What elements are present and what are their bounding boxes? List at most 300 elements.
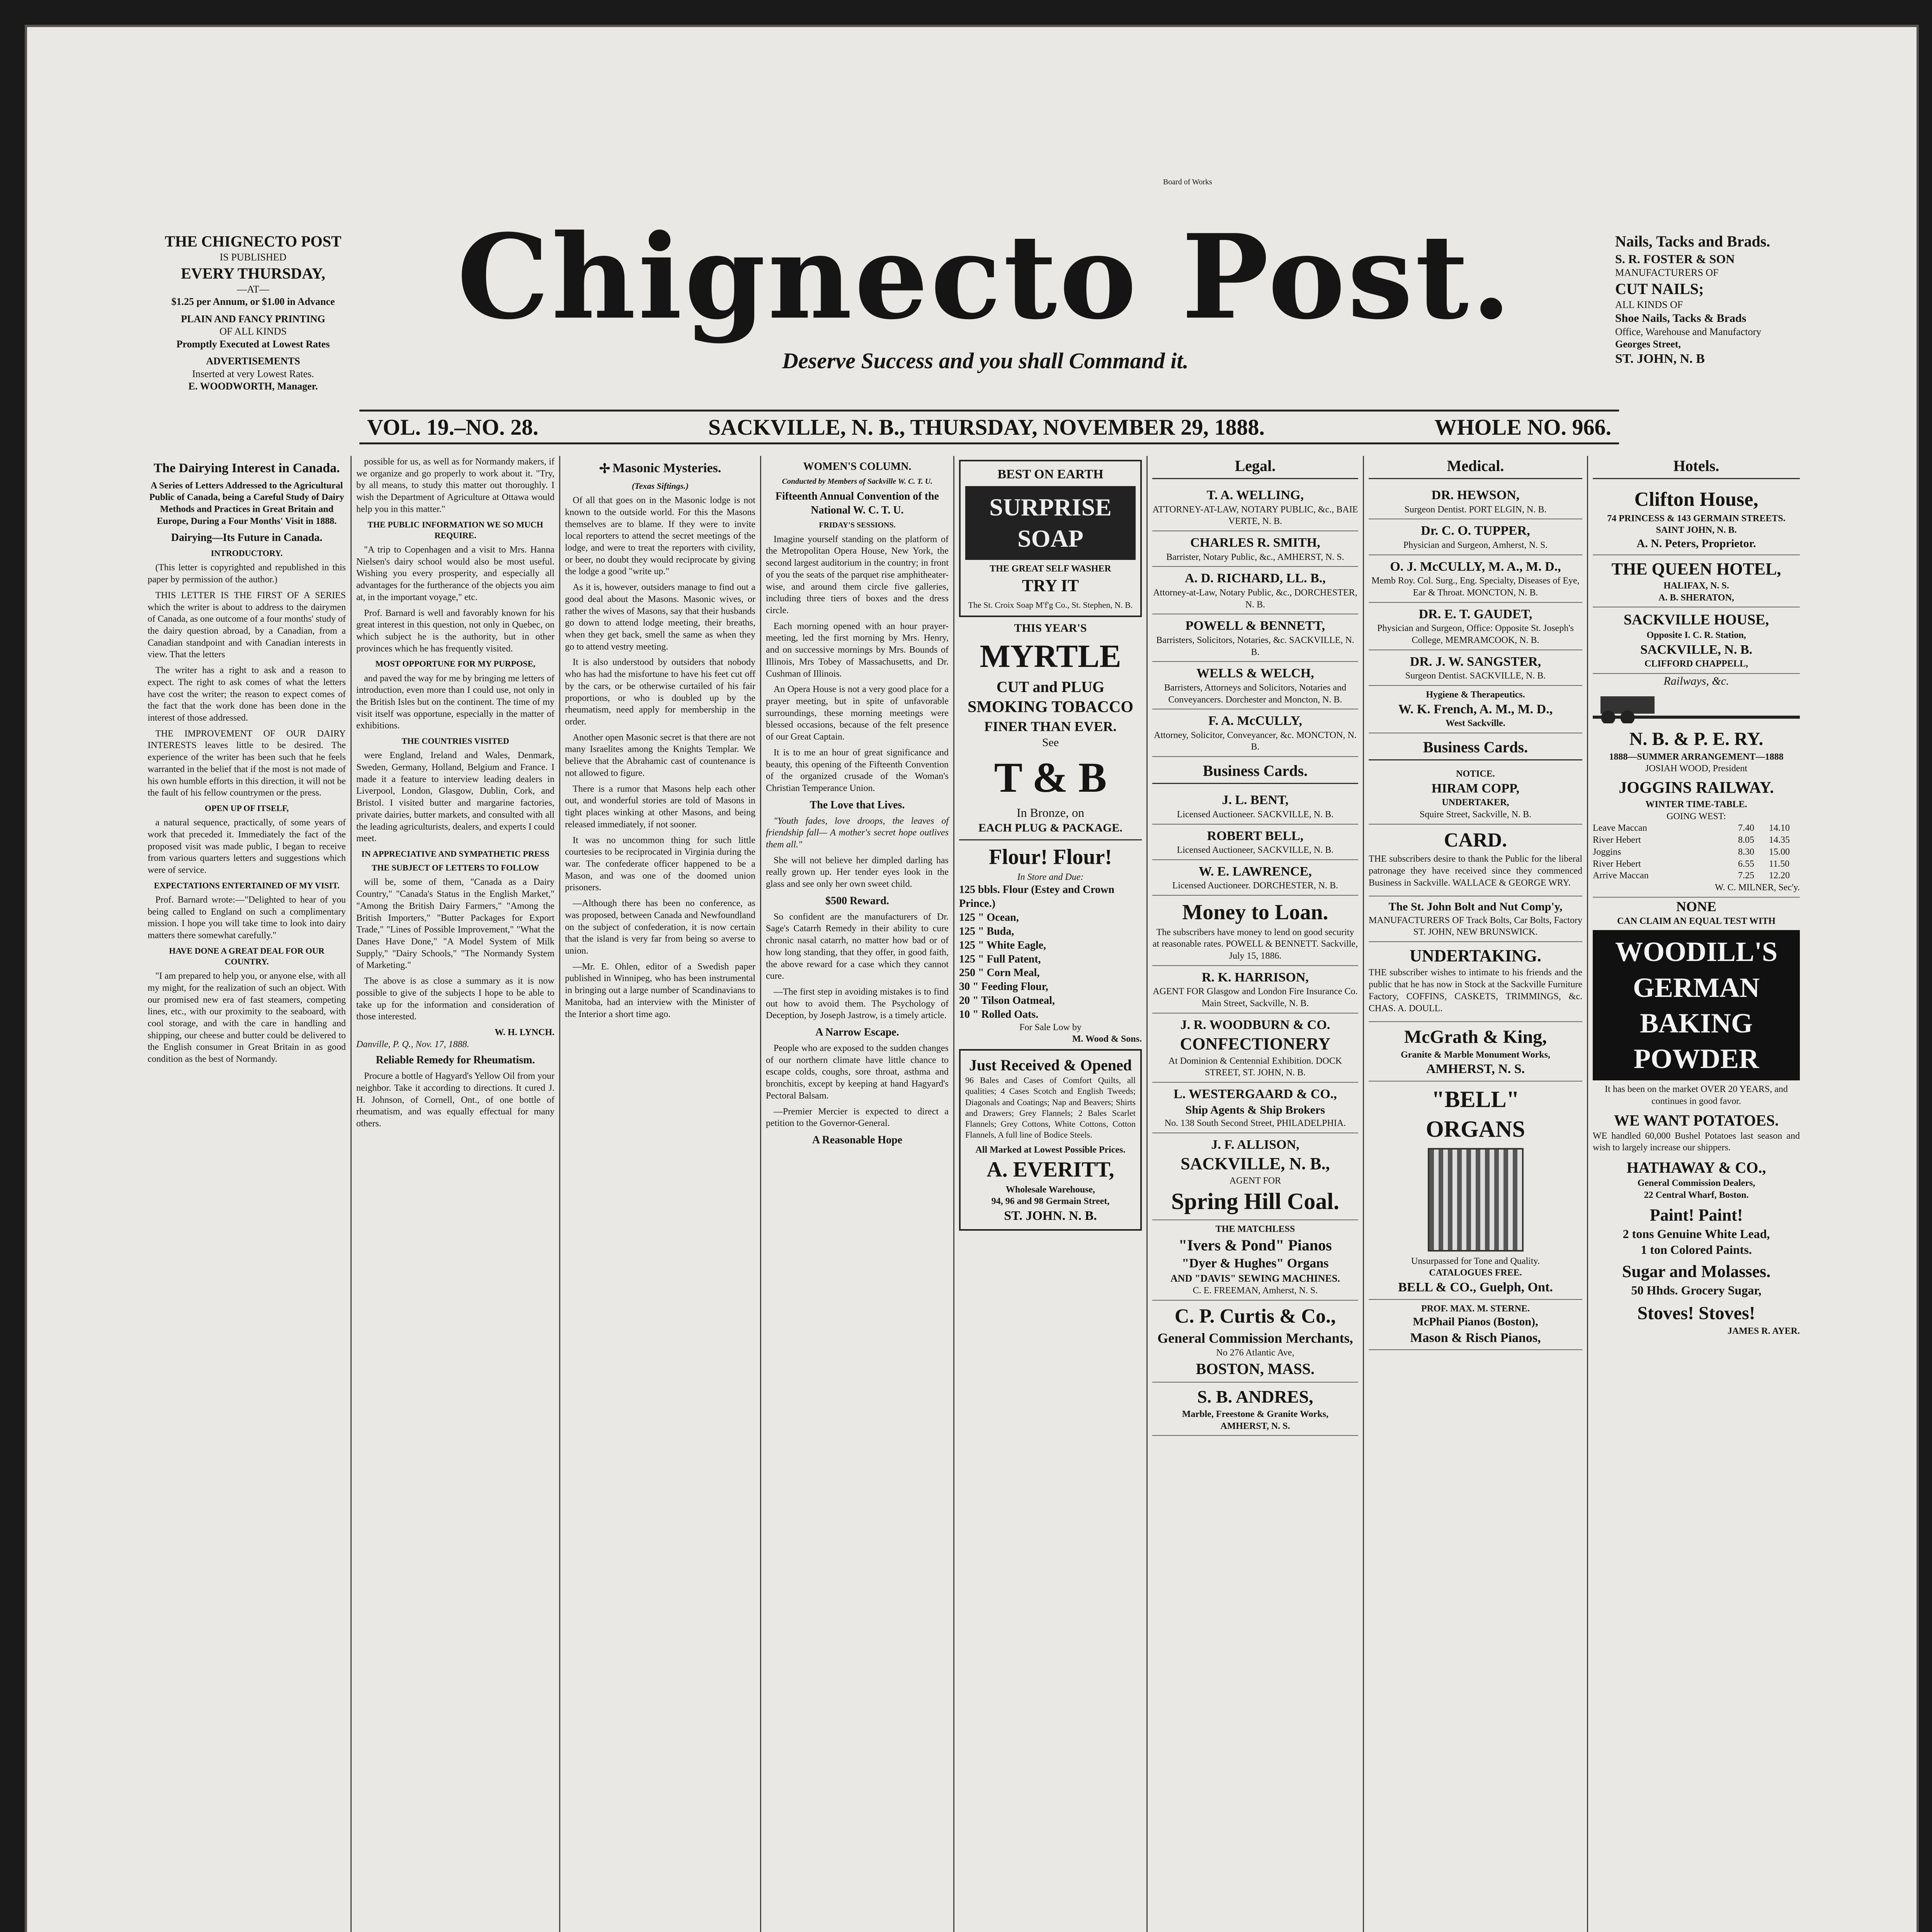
flour-wood: M. Wood & Sons. — [1072, 1034, 1142, 1044]
business-card — [1152, 825, 1358, 860]
flour-item: 20 " Tilson Oatmeal, — [959, 994, 1055, 1007]
soap-best: BEST ON EARTH — [997, 467, 1104, 481]
business-head: Business Cards. — [1152, 761, 1358, 784]
timetable-stop: Leave Maccan — [1593, 823, 1647, 833]
money-head: Money to Loan. — [1182, 900, 1328, 925]
timetable-row — [1593, 870, 1800, 882]
davis-machines: AND "DAVIS" SEWING MACHINES. — [1170, 1272, 1340, 1284]
column-medical — [1364, 456, 1588, 1932]
hathaway-gcd: General Commission Dealers, — [1637, 1178, 1755, 1189]
dairy2-sub1: THE PUBLIC INFORMATION WE SO MUCH REQUIRE. — [367, 519, 543, 540]
dateline-bar — [359, 410, 1619, 444]
bell-organ-ad — [1369, 1082, 1582, 1300]
page-content — [143, 162, 1804, 1932]
love-poem: "Youth fades, love droops, the leaves of friendship fall— A mother's secret hope outlives them all." — [766, 816, 949, 850]
french-place: West Sackville. — [1446, 718, 1505, 729]
organs: ORGANS — [1426, 1116, 1525, 1142]
medical-card — [1369, 484, 1582, 519]
myrtle-finer: FINER THAN EVER. — [984, 719, 1117, 735]
newspaper-title: Chignecto Post. — [457, 209, 1514, 345]
sackhouse-opp: Opposite I. C. R. Station, — [1646, 630, 1746, 640]
bell-unsurpassed: Unsurpassed for Tone and Quality. — [1411, 1256, 1540, 1266]
eagle-ornament-icon: ✢ — [599, 462, 611, 476]
stoves-head: Stoves! Stoves! — [1637, 1303, 1755, 1324]
timetable-time: 8.30 — [1738, 847, 1754, 857]
joggins-name: JOGGINS RAILWAY. — [1619, 779, 1774, 797]
ear-nails-head: Nails, Tacks and Brads. — [1615, 233, 1770, 250]
received-head: Just Received & Opened — [969, 1056, 1132, 1074]
everitt-address: 94, 96 and 98 Germain Street, — [991, 1196, 1110, 1207]
sackhouse-city: SACKVILLE, N. B. — [1640, 642, 1752, 657]
freeman: C. E. FREEMAN, Amherst, N. S. — [1192, 1285, 1318, 1296]
andres-card — [1152, 1383, 1358, 1436]
escape-head: A Narrow Escape. — [815, 1026, 899, 1039]
undertaking-text: THE subscriber wishes to intimate to his friends and the public that he has now in Stock at the Sackville Furniture Factory, COFFINS, CASKETS, TRIMMINGS, &c. CHAS. A. DOULL. — [1369, 968, 1582, 1014]
medical-card — [1369, 555, 1582, 603]
confectionery: CONFECTIONERY — [1180, 1034, 1331, 1054]
money-text: The subscribers have money to lend on good security at reasonable rates. POWELL & BENNETT. Sackville, July 15, 1886. — [1152, 927, 1358, 961]
stoves-ayer: JAMES R. AYER. — [1727, 1326, 1800, 1336]
sackhouse-name: SACKVILLE HOUSE, — [1624, 612, 1769, 628]
masonic-source: (Texas Siftings.) — [631, 481, 689, 491]
myrtle-tb: T & B — [994, 753, 1107, 801]
curtis-gcm: General Commission Merchants, — [1157, 1330, 1353, 1346]
dairy2-p2: "A trip to Copenhagen and a visit to Mrs. Hanna Nielsen's dairy school would also be most useful. Wishing you every prosperity, and especially all advantages for the furtherance of the objects you aim at, in the important voyage," etc. — [356, 544, 554, 602]
curtis-card — [1152, 1301, 1358, 1383]
timetable-stop: River Hebert — [1593, 835, 1641, 845]
timetable-row — [1593, 846, 1800, 858]
columns — [143, 456, 1804, 1932]
medical-card-name: DR. HEWSON, — [1431, 488, 1520, 503]
womens-head: WOMEN'S COLUMN. — [803, 461, 912, 473]
myrtle-top: THIS YEAR'S — [1014, 621, 1087, 634]
rheumatism-text: Procure a bottle of Hagyard's Yellow Oil from your neighbor. Take it according to directions. It cured J. H. Johnson, of Cornell, Ont., of one bottle of rheumatism, and was equally effectual for many others. — [356, 1071, 554, 1129]
reward-head: $500 Reward. — [825, 895, 889, 907]
womens-session: FRIDAY'S SESSIONS. — [819, 521, 896, 530]
womens-conducted: Conducted by Members of Sackville W. C. T. U. — [782, 477, 933, 486]
ear-ads: ADVERTISEMENTS — [206, 355, 300, 367]
allison-card — [1152, 1133, 1358, 1220]
business-card-text: Licensed Auctioneer, SACKVILLE, N. B. — [1177, 845, 1334, 855]
queen-name: THE QUEEN HOTEL, — [1611, 559, 1781, 578]
timetable-time: 14.35 — [1769, 835, 1790, 845]
harrison-name: R. K. HARRISON, — [1202, 970, 1309, 985]
dairy-p1: (This letter is copyrighted and republished in this paper by permission of the author.) — [148, 563, 346, 585]
allison-agent: AGENT FOR — [1229, 1175, 1281, 1186]
dairy-sub3: EXPECTATIONS ENTERTAINED OF MY VISIT. — [154, 880, 340, 890]
french-name: W. K. French, A. M., M. D., — [1398, 702, 1553, 716]
womens-sub: Fifteenth Annual Convention of the National W. C. T. U. — [775, 490, 939, 517]
clifton-name: Clifton House, — [1634, 488, 1759, 511]
timetable-time: 15.00 — [1769, 847, 1790, 857]
medical-card-name: Dr. C. O. TUPPER, — [1421, 524, 1530, 538]
springhill-coal: Spring Hill Coal. — [1171, 1189, 1340, 1214]
flour-item: 125 bbls. Flour (Estey and Crown Prince.) — [959, 884, 1114, 910]
dairy-p6: Prof. Barnard wrote:—"Delighted to hear of you being called to England on such a complimentary mission. I hope you will take time to look into dairy matters there somewhat carefully." — [148, 895, 346, 941]
paint-colored: 1 ton Colored Paints. — [1641, 1243, 1752, 1257]
flour-list — [959, 883, 1142, 1021]
masonic-p1: Of all that goes on in the Masonic lodge is not known to the outside world. For this the Masons themselves are to blame. If they were to invite local reporters to attend the secret meetings of the lodge, and were to treat the reporters with civility, or beer, no doubt they would reciprocate by giving the lodge a good "write up." — [565, 495, 755, 577]
dairy2-p5: were England, Ireland and Wales, Denmark, Sweden, Germany, Holland, Belgium and France. I made it a feature to interview leading dealers in Liverpool, London, Glasgow, Dublin, Cork, and Bristol. I visited butter and margarine factories, private dairies, butter markets, and consulted with all the leading agriculturists, dealers, and experts I could meet. — [356, 750, 554, 844]
medical-card — [1369, 603, 1582, 650]
medical-card — [1369, 650, 1582, 686]
flour-ad — [959, 839, 1142, 1045]
legal-card-text: Attorney-at-Law, Notary Public, &c., DORCHESTER, N. B. — [1153, 587, 1357, 610]
medical-card-text: Surgeon Dentist. SACKVILLE, N. B. — [1405, 671, 1546, 681]
womens-p8: People who are exposed to the sudden changes of our northern climate have little chance to escape colds, coughs, sore throat, asthma and bronchitis, except by keeping at hand Hagyard's Pectoral Balsam. — [766, 1043, 949, 1101]
business-card — [1152, 789, 1358, 824]
french-card — [1369, 686, 1582, 733]
newspaper-motto: Deserve Success and you shall Command it. — [782, 348, 1189, 373]
flour-item: 125 " White Eagle, — [959, 939, 1046, 951]
flour-item: 250 " Corn Meal, — [959, 967, 1040, 979]
masonic-p4: Another open Masonic secret is that there are not many Israelites among the Knights Templar. We believe that the Abrahamic cast of countenance is not allowed to figure. — [565, 732, 755, 778]
column-legal — [1148, 456, 1364, 1932]
dairy-p7: "I am prepared to help you, or anyone else, with all my might, for the realization of such an object. With our promised new era of fast steamers, competing lines, etc., with our proximity to the seaboard, with cool storage, and with the care in handling and shipping, our cheese and butter could be delivered to the English consumer in Great Britain in as good condition as the best of Normandy. — [148, 971, 346, 1065]
locomotive-icon — [1593, 692, 1800, 723]
confect-text: At Dominion & Centennial Exhibition. DOCK STREET, ST. JOHN, N. B. — [1168, 1056, 1342, 1078]
myrtle-bronze: In Bronze, on — [1016, 805, 1085, 820]
westergaard-name: L. WESTERGAARD & CO., — [1173, 1087, 1337, 1102]
column-dairy — [143, 456, 352, 1932]
joggins-winter: WINTER TIME-TABLE. — [1645, 799, 1747, 810]
woodill-german: GERMAN — [1633, 972, 1760, 1003]
medical-card-text: Memb Roy. Col. Surg., Eng. Specialty, Diseases of Eye, Ear & Throat. MONCTON, N. B. — [1371, 576, 1580, 598]
timetable-stop: Arrive Maccan — [1593, 871, 1649, 881]
ivers-pond: "Ivers & Pond" Pianos — [1179, 1236, 1332, 1254]
flour-item: 125 " Buda, — [959, 925, 1014, 937]
flour-instore: In Store and Due: — [1017, 872, 1084, 882]
mcgrath-card — [1369, 1022, 1582, 1082]
dairy-headline: The Dairying Interest in Canada. — [153, 461, 340, 475]
allison-sackville: SACKVILLE, N. B., — [1180, 1154, 1330, 1173]
legal-card — [1152, 484, 1358, 531]
sterne-name: PROF. MAX. M. STERNE. — [1421, 1303, 1530, 1314]
pianos-card — [1152, 1220, 1358, 1300]
dairy2-p7: The above is as close a summary as it is now possible to give of the subjects I hope to be able to take up for the information and consideration of those interested. — [356, 976, 554, 1022]
notice: NOTICE. — [1456, 769, 1495, 779]
business-card-name: W. E. LAWRENCE, — [1199, 864, 1312, 879]
legal-card-text: Barristers, Attorneys and Solicitors, Notaries and Conveyancers. Dorchester and Moncton, N. B. — [1164, 682, 1347, 705]
hathaway-address: 22 Central Wharf, Boston. — [1644, 1190, 1749, 1201]
flour-item: 125 " Full Patent, — [959, 953, 1041, 965]
ship-agents: Ship Agents & Ship Brokers — [1185, 1103, 1325, 1116]
hygiene: Hygiene & Therapeutics. — [1426, 689, 1525, 700]
andres-name: S. B. ANDRES, — [1197, 1387, 1313, 1407]
legal-card-text: Attorney, Solicitor, Conveyancer, &c. MONCTON, N. B. — [1154, 730, 1357, 752]
timetable-stop: Joggins — [1593, 847, 1621, 857]
andres-amherst: AMHERST, N. S. — [1220, 1421, 1290, 1431]
copp-card — [1369, 765, 1582, 825]
ear-inserted: Inserted at very Lowest Rates. — [192, 368, 314, 379]
legal-card-text: Barrister, Notary Public, &c., AMHERST, N. S. — [1166, 552, 1344, 562]
medical-card-text: Physician and Surgeon, Office: Opposite St. Joseph's College, MEMRAMCOOK, N. B. — [1377, 623, 1574, 645]
timetable-row — [1593, 822, 1800, 834]
ear-paper-name: THE CHIGNECTO POST — [165, 233, 342, 250]
right-ear-box — [1615, 232, 1804, 367]
masonic-p3: It is also understood by outsiders that nobody who has had the misfortune to have his feet cut off by the cars, or be otherwise curtailed of his fair proportions, or who is doubled up by the rheumatism, need apply for membership in the order. — [565, 657, 755, 727]
woodill-market: It has been on the market OVER 20 YEARS, and continues in good favor. — [1605, 1084, 1788, 1106]
ear-published: IS PUBLISHED — [219, 252, 287, 263]
business-card-text: Licensed Auctioneer. SACKVILLE, N. B. — [1177, 809, 1334, 820]
soap-name: SURPRISE SOAP — [965, 486, 1136, 560]
undertaking-head: UNDERTAKING. — [1409, 946, 1542, 966]
allison-name: J. F. ALLISON, — [1211, 1137, 1299, 1152]
nbpe-summer: 1888—SUMMER ARRANGEMENT—1888 — [1609, 752, 1784, 762]
copp-undertaker: UNDERTAKER, — [1442, 798, 1509, 808]
legal-card-name: A. D. RICHARD, LL. B., — [1185, 571, 1326, 586]
timetable-time: 14.10 — [1769, 823, 1790, 833]
medical-card-text: Surgeon Dentist. PORT ELGIN, N. B. — [1404, 504, 1547, 515]
ear-price: $1.25 per Annum, or $1.00 in Advance — [171, 296, 335, 307]
corner-note: Board of Works — [1163, 178, 1212, 186]
womens-p6: So confident are the manufacturers of Dr. Sage's Catarrh Remedy in their ability to cure chronic nasal catarrh, no matter how bad or of how long standing, that they offer, in good faith, the above reward for a case which they cannot cure. — [766, 912, 949, 981]
nbpe-name: N. B. & P. E. RY. — [1629, 729, 1764, 750]
mcphail: McPhail Pianos (Boston), — [1413, 1315, 1538, 1328]
andres-marble: Marble, Freestone & Granite Works, — [1182, 1409, 1329, 1419]
medical-card-name: O. J. McCULLY, M. A., M. D., — [1390, 559, 1561, 574]
ear-city: ST. JOHN, N. B — [1615, 351, 1705, 366]
timetable-stop: River Hebert — [1593, 859, 1641, 869]
flour-item: 125 " Ocean, — [959, 912, 1019, 924]
column-ads-1 — [954, 456, 1148, 1932]
volume-number: VOL. 19.–NO. 28. — [367, 414, 539, 440]
hotels-head: Hotels. — [1593, 456, 1800, 479]
column-hotels — [1588, 456, 1804, 1932]
joggins-going: GOING WEST: — [1667, 811, 1726, 821]
dairy-signature: W. H. LYNCH. — [495, 1027, 554, 1037]
bell-catalogue: CATALOGUES FREE. — [1429, 1268, 1522, 1278]
timetable-time: 6.55 — [1738, 859, 1754, 869]
dairy-p5: a natural sequence, practically, of some years of work that preceded it. Immediately the fact of the proposed visit was made public, I began to receive from various quarters letters and suggestions which were of service. — [148, 818, 346, 876]
queen-city: HALIFAX, N. S. — [1663, 580, 1729, 591]
womens-p1: Imagine yourself standing on the platform of the Metropolitan Opera House, New York, the second largest auditorium in the country; in front of you the seats of the parquet rise amphitheater-wise, and around them circle five galleries, including three tiers of boxes and the dress circle. — [766, 534, 949, 616]
ear-day: EVERY THURSDAY, — [181, 264, 325, 282]
column-masonic — [560, 456, 761, 1932]
dairy-p4: THE IMPROVEMENT OF OUR DAIRY INTERESTS leaves little to be desired. The experience of the writer has been such that he feels warranted in the belief that if the most is not made of his own humble efforts in this direction, it will not be the fault of his fellow countrymen or the press. — [148, 728, 346, 798]
newspaper-page — [27, 27, 1917, 1932]
medical-card-name: DR. J. W. SANGSTER, — [1410, 654, 1541, 669]
ship-text: No. 138 South Second Street, PHILADELPHIA. — [1164, 1118, 1346, 1129]
clifton-card — [1593, 484, 1800, 555]
clifton-proprietor: A. N. Peters, Proprietor. — [1636, 537, 1756, 550]
everitt-warehouse: Wholesale Warehouse, — [1005, 1184, 1095, 1195]
joggins-timetable — [1593, 822, 1800, 882]
medical-cards — [1369, 484, 1582, 686]
medical-head: Medical. — [1369, 456, 1582, 479]
left-ear-box — [158, 232, 348, 393]
mason-risch: Mason & Risch Pianos, — [1410, 1330, 1541, 1345]
woodill-name: WOODILL'S — [1615, 936, 1778, 968]
everitt-city: ST. JOHN. N. B. — [1004, 1209, 1097, 1223]
dairy2-p4: and paved the way for me by bringing me letters of introduction, even more than I could use, not only in the British Isles but on the continent. The time of my visit itself was opportune, especially in the matter of exhibitions. — [356, 673, 554, 731]
ear-kinds: OF ALL KINDS — [219, 326, 287, 337]
mcgrath-name: McGrath & King, — [1404, 1027, 1547, 1048]
myrtle-each: EACH PLUG & PACKAGE. — [978, 821, 1122, 834]
potatoes-head: WE WANT POTATOES. — [1614, 1111, 1779, 1129]
timetable-row — [1593, 834, 1800, 846]
womens-p9: —Premier Mercier is expected to direct a petition to the Governor-General. — [766, 1106, 949, 1129]
legal-card-name: F. A. McCULLY, — [1208, 714, 1302, 728]
harrison-card — [1152, 966, 1358, 1014]
whole-number: WHOLE NO. 966. — [1434, 414, 1611, 440]
masonic-p8: —Mr. E. Ohlen, editor of a Swedish paper published in Winnipeg, who has been instrumental in bringing out a large number of Scandinavians to Manitoba, had an interview with the Minister of the Interior a short time ago. — [565, 961, 755, 1019]
medical-card — [1369, 519, 1582, 555]
medical-card-text: Physician and Surgeon, Amherst, N. S. — [1403, 540, 1548, 550]
dairy-subhead: Dairying—Its Future in Canada. — [171, 532, 323, 544]
myrtle-see: See — [1042, 736, 1059, 749]
harrison-text: AGENT FOR Glasgow and London Fire Insurance Co. Main Street, Sackville, N. B. — [1153, 986, 1358, 1009]
dairy2-sub5: THE SUBJECT OF LETTERS TO FOLLOW — [371, 863, 539, 873]
business-card-name: ROBERT BELL, — [1207, 828, 1304, 843]
ear-street: Georges Street, — [1615, 338, 1681, 350]
nbpe-president: JOSIAH WOOD, President — [1645, 764, 1748, 774]
myrtle-name: MYRTLE — [980, 638, 1121, 674]
myrtle-cut: CUT and PLUG — [996, 678, 1105, 696]
dairy-sub2: OPEN UP OF ITSELF, — [204, 803, 289, 813]
column-dairy-cont — [352, 456, 560, 1932]
ear-printing: PLAIN AND FANCY PRINTING — [181, 313, 325, 325]
womens-p7: —The first step in avoiding mistakes is to find out how to avoid them. The Psychology of Deception, by Joseph Jastrow, is a timely article. — [766, 987, 949, 1021]
paint-head: Paint! Paint! — [1650, 1205, 1743, 1225]
mcgrath-granite: Granite & Marble Monument Works, — [1401, 1049, 1550, 1060]
dairy2-p1: possible for us, as well as for Normandy makers, if we organize and go properly to work about it. "Try, by all means, to study this matter out thoroughly. I wish the Department of Agriculture at Ottawa would help you in this matter." — [356, 457, 554, 514]
sackhouse-owner: CLIFFORD CHAPPELL, — [1644, 659, 1748, 669]
curtis-boston: BOSTON, MASS. — [1196, 1360, 1315, 1378]
woodill-none: NONE — [1676, 898, 1716, 914]
column-womens — [761, 456, 954, 1932]
masonic-headline: ✢ Masonic Mysteries. — [565, 460, 755, 478]
legal-card-name: POWELL & BENNETT, — [1185, 619, 1325, 633]
myrtle-smoking: SMOKING TOBACCO — [967, 698, 1134, 716]
ear-office: Office, Warehouse and Manufactory — [1615, 326, 1762, 337]
copp-name: HIRAM COPP, — [1431, 781, 1520, 796]
joggins-secretary: W. C. MILNER, Sec'y. — [1715, 882, 1800, 893]
timetable-row — [1593, 858, 1800, 870]
legal-card-name: CHARLES R. SMITH, — [1190, 536, 1320, 550]
womens-p3: An Opera House is not a very good place for a prayer meeting, but in spite of unfavorable surroundings, these morning meetings were blessed occasions, because of the felt presence of our Great Captain. — [766, 684, 949, 742]
business-head-2: Business Cards. — [1369, 737, 1582, 760]
received-text: 96 Bales and Cases of Comfort Quilts, all qualities; 4 Cases Scotch and English Tweeds; Diagonals and Coatings; Nap and Beavers; Shirts and Drawers; Grey Flannels; 2 Bales Scarlet Flannels; Grey Cottons, White Cottons, Cotton Flannels, A full line of Bodice Steels. — [965, 1075, 1136, 1140]
legal-card — [1152, 614, 1358, 662]
legal-card — [1152, 567, 1358, 614]
business-card-name: J. L. BENT, — [1222, 793, 1289, 808]
woodburn-card — [1152, 1014, 1358, 1083]
legal-card — [1152, 531, 1358, 567]
medical-card-name: DR. E. T. GAUDET, — [1418, 607, 1532, 621]
curtis-address: No 276 Atlantic Ave, — [1216, 1348, 1294, 1358]
queen-owner: A. B. SHERATON, — [1658, 592, 1734, 603]
organ-illustration-icon — [1428, 1148, 1524, 1252]
dairy2-p6: will be, some of them, "Canada as a Dairy Country," "Canada's Status in the English Market," "Among the British Dairy Farmers," "Among the British Importers," "Butter Packages for Export Trade," "Lines of Possible Improvement," "What the Danes Have Done," "A Model System of Milk Supply," "Dairy Schools," "The Normandy System of Marketing." — [356, 877, 554, 971]
legal-head: Legal. — [1152, 456, 1358, 479]
soap-try: TRY IT — [1022, 576, 1079, 595]
sugar-head: Sugar and Molasses. — [1622, 1262, 1771, 1281]
woodill-baking: BAKING — [1639, 1007, 1753, 1039]
flour-item: 30 " Feeding Flour, — [959, 981, 1048, 993]
joggins-card — [1593, 775, 1800, 898]
money-card — [1152, 896, 1358, 966]
bolt-card — [1369, 896, 1582, 942]
dairy-intro: INTRODUCTORY. — [211, 548, 283, 558]
ear-all: ALL KINDS OF — [1615, 299, 1683, 310]
bell-company: BELL & CO., Guelph, Ont. — [1398, 1280, 1553, 1295]
everitt-name: A. EVERITT, — [986, 1157, 1114, 1182]
received-lowest: All Marked at Lowest Possible Prices. — [975, 1145, 1126, 1155]
dairy-p2: THIS LETTER IS THE FIRST OF A SERIES which the writer is about to address to the dairymen of Canada, as one outcome of a four months' study of the dairy question abroad, by a Canadian, from a Canadian standpoint and with Canadian interests in view. That the letters — [148, 590, 346, 660]
matchless: THE MATCHLESS — [1215, 1224, 1295, 1235]
business-cards — [1152, 789, 1358, 896]
surprise-soap-ad — [959, 460, 1142, 617]
hope-head: A Reasonable Hope — [812, 1134, 903, 1146]
mcgrath-amherst: AMHERST, N. S. — [1426, 1062, 1525, 1077]
woodburn-name: J. R. WOODBURN & CO. — [1180, 1017, 1330, 1032]
masonic-p7: —Although there has been no conference, as was proposed, between Canada and Newfoundland on the subject of confederation, it is now certain that the island is very far from being so averse to union. — [565, 898, 755, 956]
legal-card — [1152, 662, 1358, 709]
dairy2-sub4: IN APPRECIATIVE AND SYMPATHETIC PRESS — [361, 849, 549, 859]
ear-shoe: Shoe Nails, Tacks & Brads — [1615, 312, 1747, 325]
woodill-powder: POWDER — [1634, 1043, 1759, 1074]
rheumatism-head: Reliable Remedy for Rheumatism. — [376, 1054, 535, 1066]
bell-name: "BELL" — [1432, 1087, 1519, 1112]
woodill-equal: CAN CLAIM AN EQUAL TEST WITH — [1617, 916, 1776, 926]
bolt-name: The St. John Bolt and Nut Comp'y, — [1388, 900, 1563, 913]
dairy-sub4: HAVE DONE A GREAT DEAL FOR OUR COUNTRY. — [169, 946, 325, 966]
myrtle-ad — [959, 621, 1142, 835]
hathaway-name: HATHAWAY & CO., — [1626, 1159, 1766, 1177]
ear-manager: E. WOODWORTH, Manager. — [188, 381, 318, 392]
sterne-card — [1369, 1300, 1582, 1350]
legal-cards — [1152, 484, 1358, 757]
business-card — [1152, 860, 1358, 896]
masonic-p6: It was no uncommon thing for such little courtesies to be reciprocated in Virginia during the war. The confederate officer happened to be a Mason, and was one of the doomed union prisoners. — [565, 835, 755, 893]
dairy-place: Danville, P. Q., Nov. 17, 1888. — [356, 1039, 469, 1049]
timetable-time: 12.20 — [1769, 871, 1790, 881]
dairy-p3: The writer has a right to ask and a reason to expect. The right to ask comes of what the letters have cost the writer; the reason to expect comes of the fact that the work done has been done in the interest of those addressed. — [148, 665, 346, 723]
masonic-p2: As it is, however, outsiders manage to find out a good deal about the Masons. Masonic wives, or rather the wives of Masons, say that their husbands go down to attend lodge meeting, their breaths, when they get back, smell the same as when they go to attend vestry meeting. — [565, 582, 755, 652]
legal-card-name: WELLS & WELCH, — [1196, 666, 1314, 681]
potatoes-text: WE handled 60,000 Bushel Potatoes last season and wish to largely increase our shippers. — [1593, 1131, 1800, 1153]
timetable-time: 11.50 — [1769, 859, 1790, 869]
soap-maker: The St. Croix Soap M'f'g Co., St. Stephen, N. B. — [968, 600, 1133, 610]
timetable-time: 7.25 — [1738, 871, 1754, 881]
dyer-hughes: "Dyer & Hughes" Organs — [1182, 1256, 1329, 1270]
timetable-time: 7.40 — [1738, 823, 1754, 833]
ear-executed: Promptly Executed at Lowest Rates — [176, 338, 330, 350]
ear-mfr: MANUFACTURERS OF — [1615, 267, 1719, 278]
dairy2-sub3: THE COUNTRIES VISITED — [401, 736, 509, 746]
flour-forsale: For Sale Low by — [1019, 1022, 1082, 1032]
womens-p5: She will not believe her dimpled darling has really grown up. Her tender eyes look in the glass and see only her own sweet child. — [766, 855, 949, 889]
everitt-ad — [959, 1049, 1142, 1230]
dairy2-p3: Prof. Barnard is well and favorably known for his great interest in this question, not only in Quebec, on which subject he is the authority, but in other provinces which he has frequently visited. — [356, 608, 554, 654]
womens-p4: It is to me an hour of great significance and beauty, this opening of the Fifteenth Convention of the organized crusade of the Woman's Christian Temperance Union. — [766, 747, 949, 794]
dairy2-sub2: MOST OPPORTUNE FOR MY PURPOSE, — [375, 659, 536, 669]
queen-card — [1593, 555, 1800, 608]
business-card-text: Licensed Auctioneer. DORCHESTER, N. B. — [1172, 881, 1338, 891]
card-text: THE subscribers desire to thank the Public for the liberal patronage they have received since they commenced Business in Sackville. WALLACE & GEORGE WRY. — [1369, 854, 1582, 888]
ear-firm: S. R. FOSTER & SON — [1615, 252, 1735, 266]
paint-lead: 2 tons Genuine White Lead, — [1622, 1227, 1770, 1241]
flour-item: 10 " Rolled Oats. — [959, 1008, 1039, 1020]
legal-card-text: ATTORNEY-AT-LAW, NOTARY PUBLIC, &c., BAIE VERTE, N. B. — [1152, 504, 1358, 527]
westergaard-card — [1152, 1083, 1358, 1133]
legal-card — [1152, 709, 1358, 757]
wry-card — [1369, 825, 1582, 897]
masonic-p5: There is a rumor that Masons help each other out, and wonderful stories are told of Masons in tight places winking at other Masons, and being released immediately, if not sooner. — [565, 784, 755, 830]
ear-cut: CUT NAILS; — [1615, 280, 1704, 298]
sackville-house-card — [1593, 607, 1800, 674]
